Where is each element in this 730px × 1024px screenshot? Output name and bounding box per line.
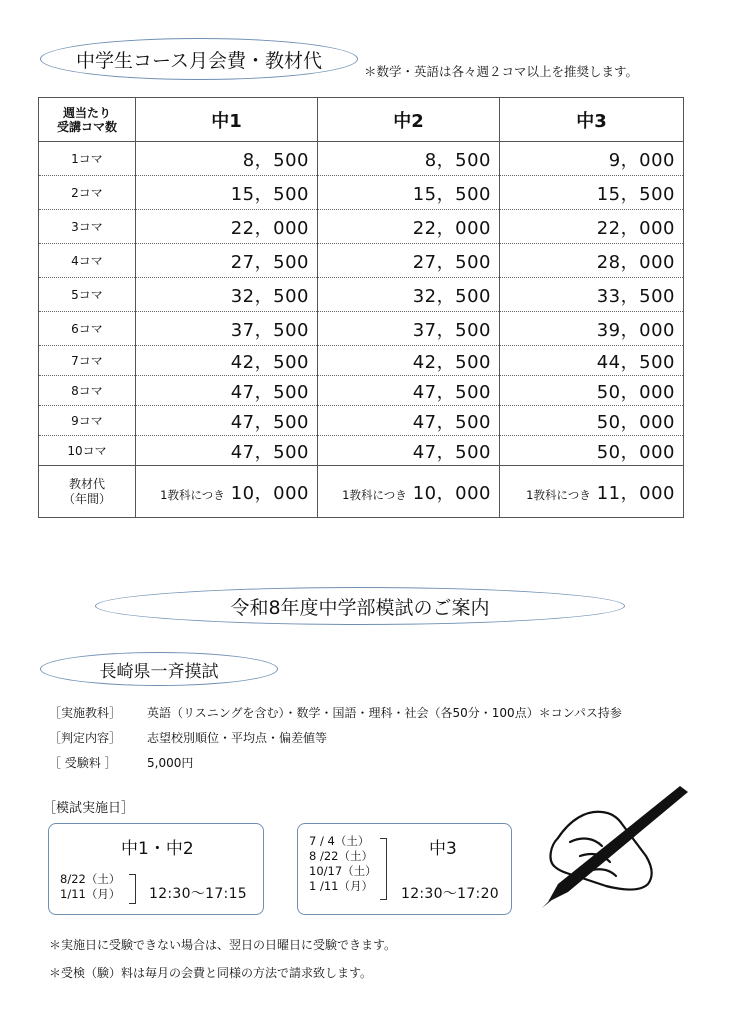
row-label: 3コマ xyxy=(39,210,136,244)
table-row xyxy=(39,436,684,466)
col-header-grade-1: 中1 xyxy=(136,98,318,142)
materials-row xyxy=(39,466,684,518)
row-label: 5コマ xyxy=(39,278,136,312)
row-label: 6コマ xyxy=(39,312,136,346)
table-row xyxy=(39,312,684,346)
table-row xyxy=(39,210,684,244)
schedule-grade: 中3 xyxy=(429,839,457,859)
schedule-date: 10/17（土） xyxy=(309,864,377,878)
table-row xyxy=(39,406,684,436)
row-header-line-2: 受講コマ数 xyxy=(56,119,117,134)
price-cell: 47，500 xyxy=(136,376,318,406)
price-cell: 42，500 xyxy=(136,346,318,376)
info-fee xyxy=(49,754,193,771)
footnote-billing: ＊受検（験）料は毎月の会費と同様の方法で請求致します。 xyxy=(49,966,373,980)
schedule-date: 8/22（土） xyxy=(60,872,121,886)
exam-name-text: 長崎県一斉摸試 xyxy=(99,661,219,682)
exam-section-title-text: 令和8年度中学部模試のご案内 xyxy=(230,596,490,619)
price-cell: 15，500 xyxy=(318,176,500,210)
price-cell: 44，500 xyxy=(500,346,684,376)
info-subjects-value: 英語（リスニングを含む）・数学・国語・理科・社会（各50分・100点）＊コンパス持参 xyxy=(147,706,622,720)
price-cell: 15，500 xyxy=(500,176,684,210)
fee-section-title xyxy=(40,38,358,80)
materials-price: 10，000 xyxy=(230,482,309,504)
price-cell: 22，000 xyxy=(136,210,318,244)
info-subjects-key: ［実施教科］ xyxy=(49,706,122,720)
exam-section-title xyxy=(95,587,625,625)
price-cell: 37，500 xyxy=(136,312,318,346)
price-cell: 33，500 xyxy=(500,278,684,312)
price-cell: 27，500 xyxy=(318,244,500,278)
materials-price: 11，000 xyxy=(596,482,675,504)
recommendation-note: ＊数学・英語は各々週２コマ以上を推奨します。 xyxy=(364,64,639,79)
price-cell: 42，500 xyxy=(318,346,500,376)
schedule-grade: 中1・中2 xyxy=(121,839,194,859)
price-cell: 50，000 xyxy=(500,406,684,436)
materials-prefix: 1教科につき xyxy=(526,487,591,502)
materials-prefix: 1教科につき xyxy=(342,487,407,502)
price-cell: 37，500 xyxy=(318,312,500,346)
schedule-box-grade-3 xyxy=(297,823,512,915)
schedule-date: 1/11（月） xyxy=(60,887,121,901)
materials-price-cell xyxy=(500,466,684,518)
col-header-grade-3: 中3 xyxy=(500,98,684,142)
price-cell: 50，000 xyxy=(500,436,684,466)
schedule-heading: ［模試実施日］ xyxy=(43,801,135,816)
row-label: 10コマ xyxy=(39,436,136,466)
price-cell: 47，500 xyxy=(318,406,500,436)
price-cell: 15，500 xyxy=(136,176,318,210)
materials-price-cell xyxy=(318,466,500,518)
table-row xyxy=(39,278,684,312)
table-row xyxy=(39,346,684,376)
materials-price: 10，000 xyxy=(412,482,491,504)
price-cell: 8，500 xyxy=(318,142,500,176)
price-cell: 8，500 xyxy=(136,142,318,176)
price-cell: 9，000 xyxy=(500,142,684,176)
price-cell: 32，500 xyxy=(318,278,500,312)
materials-label-line-1: 教材代 xyxy=(68,476,105,491)
price-cell: 50，000 xyxy=(500,376,684,406)
info-fee-value: 5,000円 xyxy=(147,756,194,770)
fee-table-header xyxy=(39,98,684,142)
date-bracket xyxy=(129,874,136,904)
schedule-time: 12:30～17:20 xyxy=(401,886,499,902)
table-row xyxy=(39,376,684,406)
info-fee-key: ［ 受験料 ］ xyxy=(49,756,117,770)
materials-price-cell xyxy=(136,466,318,518)
info-judgement-key: ［判定内容］ xyxy=(49,731,122,745)
schedule-date: 8 /22（土） xyxy=(309,849,373,863)
row-label: 2コマ xyxy=(39,176,136,210)
row-label: 4コマ xyxy=(39,244,136,278)
schedule-dates xyxy=(309,834,377,894)
price-cell: 28，000 xyxy=(500,244,684,278)
hand-writing-icon xyxy=(530,780,690,910)
table-row xyxy=(39,176,684,210)
table-row xyxy=(39,244,684,278)
materials-label-line-2: （年間） xyxy=(62,491,111,506)
fee-section-title-text: 中学生コース月会費・教材代 xyxy=(75,49,323,72)
price-cell: 47，500 xyxy=(318,376,500,406)
schedule-date: 1 /11（月） xyxy=(309,879,373,893)
fee-table xyxy=(38,97,684,518)
row-label: 1コマ xyxy=(39,142,136,176)
price-cell: 47，500 xyxy=(136,406,318,436)
info-subjects xyxy=(49,704,622,721)
row-label: 9コマ xyxy=(39,406,136,436)
row-label: 8コマ xyxy=(39,376,136,406)
exam-name-pill xyxy=(40,652,278,686)
schedule-box-grade-1-2 xyxy=(48,823,264,915)
materials-label xyxy=(39,466,136,518)
info-judgement-value: 志望校別順位・平均点・偏差値等 xyxy=(147,731,328,745)
price-cell: 27，500 xyxy=(136,244,318,278)
price-cell: 32，500 xyxy=(136,278,318,312)
schedule-time: 12:30～17:15 xyxy=(149,886,247,902)
row-header-cell xyxy=(39,98,136,142)
price-cell: 39，000 xyxy=(500,312,684,346)
schedule-date: 7 / 4（土） xyxy=(309,834,370,848)
col-header-grade-2: 中2 xyxy=(318,98,500,142)
footnote-makeup-exam: ＊実施日に受験できない場合は、翌日の日曜日に受験できます。 xyxy=(49,938,397,952)
row-label: 7コマ xyxy=(39,346,136,376)
date-bracket xyxy=(380,838,387,900)
price-cell: 47，500 xyxy=(318,436,500,466)
price-cell: 47，500 xyxy=(136,436,318,466)
row-header-line-1: 週当たり xyxy=(62,105,111,120)
price-cell: 22，000 xyxy=(500,210,684,244)
materials-prefix: 1教科につき xyxy=(160,487,225,502)
table-row xyxy=(39,142,684,176)
schedule-dates xyxy=(60,872,120,902)
price-cell: 22，000 xyxy=(318,210,500,244)
info-judgement xyxy=(49,729,327,746)
